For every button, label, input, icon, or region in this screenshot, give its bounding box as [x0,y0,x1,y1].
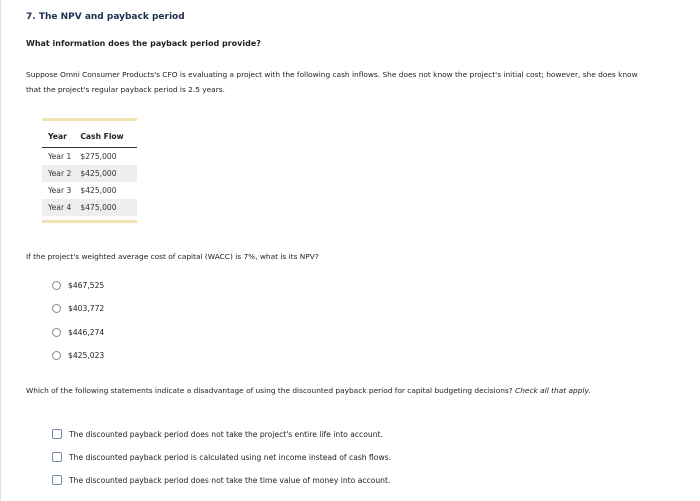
radio-button[interactable] [52,281,61,290]
section-title: 7. The NPV and payback period [26,12,185,22]
checkbox[interactable] [52,452,62,462]
row-year: Year 4 [42,199,80,216]
question-text: Which of the following statements indicate a disadvantage of using the discounted payback period for capital budgeting decisions? [26,386,513,395]
row-cash-flow: $425,000 [80,165,137,182]
check-all-note: Check all that apply. [515,386,591,395]
npv-option-4[interactable] [52,348,104,362]
row-cash-flow: $275,000 [80,152,117,161]
option-label: $446,274 [68,327,105,337]
table-row [42,165,137,182]
cash-flow-table [42,118,137,223]
radio-button[interactable] [52,328,61,337]
checkbox[interactable] [52,475,62,485]
table-row [42,199,137,216]
npv-option-1[interactable] [52,278,104,292]
radio-button[interactable] [52,351,61,360]
statement-option-2[interactable] [52,450,391,464]
row-cash-flow: $425,000 [80,186,117,195]
option-label: The discounted payback period does not take the time value of money into account. [69,475,391,485]
option-label: The discounted payback period does not take the project's entire life into account. [69,429,383,439]
row-year: Year 2 [42,165,80,182]
statement-option-1[interactable] [52,427,383,441]
table-bottom-bar [42,220,137,223]
statement-option-3[interactable] [52,473,390,487]
table-row [42,148,137,166]
question-payback-info: What information does the payback period provide? [26,39,261,48]
question-discounted-payback [26,383,646,399]
checkbox[interactable] [52,429,62,439]
npv-option-3[interactable] [52,325,104,339]
radio-button[interactable] [52,304,61,313]
scenario-text: Suppose Omni Consumer Products's CFO is evaluating a project with the following cash inflows. She does not know the project's initial cost; however, she does know that the project's regular payback period is 2.5 years. [26,70,638,94]
option-label: The discounted payback period is calculated using net income instead of cash flows. [69,452,392,462]
row-year: Year 3 [48,186,72,195]
row-cash-flow: $475,000 [80,199,137,216]
header-cash-flow: Cash Flow [80,121,137,148]
table-row [42,182,137,199]
page-left-border [0,0,1,501]
npv-option-2[interactable] [52,301,104,315]
option-label: $467,525 [68,280,105,290]
question-npv: If the project's weighted average cost of capital (WACC) is 7%, what is its NPV? [26,252,319,261]
option-label: $403,772 [68,303,105,313]
row-year: Year 1 [48,152,72,161]
option-label: $425,023 [68,350,105,360]
header-year: Year [42,121,80,148]
